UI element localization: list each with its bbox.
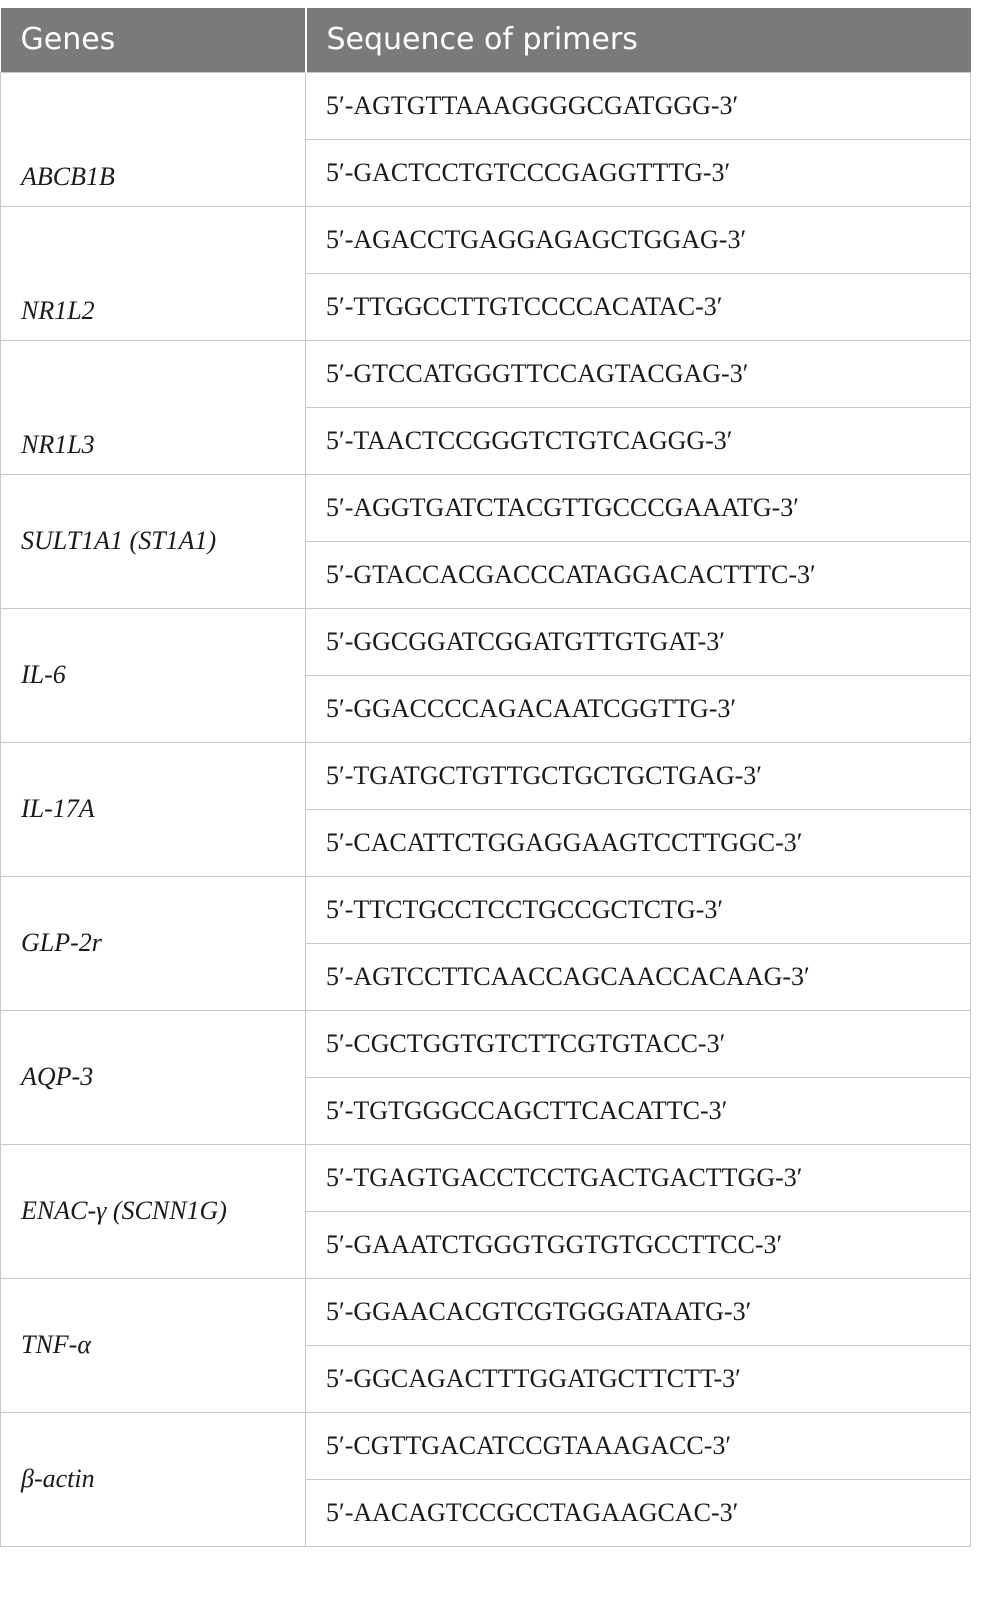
table-row <box>1 474 971 541</box>
gene-name: NR1L3 <box>1 340 306 474</box>
table-row <box>1 206 971 273</box>
table-body <box>1 72 971 1546</box>
gene-name: AQP-3 <box>1 1010 306 1144</box>
gene-name: IL-6 <box>1 608 306 742</box>
gene-name: SULT1A1 (ST1A1) <box>1 474 306 608</box>
header-row <box>1 8 971 72</box>
table-row <box>1 876 971 943</box>
primer-forward: 5′-AGACCTGAGGAGAGCTGGAG-3′ <box>306 206 971 273</box>
primer-reverse: 5′-GGCAGACTTTGGATGCTTCTT-3′ <box>306 1345 971 1412</box>
primer-reverse: 5′-GAAATCTGGGTGGTGTGCCTTCC-3′ <box>306 1211 971 1278</box>
primer-forward: 5′-CGTTGACATCCGTAAAGACC-3′ <box>306 1412 971 1479</box>
primer-table <box>0 8 971 1547</box>
primer-reverse: 5′-GTACCACGACCCATAGGACACTTTC-3′ <box>306 541 971 608</box>
primer-table-container <box>0 8 970 1547</box>
primer-reverse: 5′-TGTGGGCCAGCTTCACATTC-3′ <box>306 1077 971 1144</box>
primer-forward: 5′-CGCTGGTGTCTTCGTGTACC-3′ <box>306 1010 971 1077</box>
table-row <box>1 1144 971 1211</box>
gene-name: β-actin <box>1 1412 306 1546</box>
table-row <box>1 1278 971 1345</box>
primer-reverse: 5′-CACATTCTGGAGGAAGTCCTTGGC-3′ <box>306 809 971 876</box>
table-row <box>1 72 971 139</box>
header-genes: Genes <box>1 8 306 72</box>
gene-name: TNF-α <box>1 1278 306 1412</box>
primer-forward: 5′-AGTGTTAAAGGGGCGATGGG-3′ <box>306 72 971 139</box>
primer-forward: 5′-TGAGTGACCTCCTGACTGACTTGG-3′ <box>306 1144 971 1211</box>
primer-reverse: 5′-TTGGCCTTGTCCCCACATAC-3′ <box>306 273 971 340</box>
primer-forward: 5′-GGCGGATCGGATGTTGTGAT-3′ <box>306 608 971 675</box>
primer-forward: 5′-AGGTGATCTACGTTGCCCGAAATG-3′ <box>306 474 971 541</box>
primer-reverse: 5′-AGTCCTTCAACCAGCAACCACAAG-3′ <box>306 943 971 1010</box>
primer-forward: 5′-TTCTGCCTCCTGCCGCTCTG-3′ <box>306 876 971 943</box>
table-row <box>1 608 971 675</box>
primer-reverse: 5′-GGACCCCAGACAATCGGTTG-3′ <box>306 675 971 742</box>
table-row <box>1 340 971 407</box>
gene-name: NR1L2 <box>1 206 306 340</box>
primer-forward: 5′-GTCCATGGGTTCCAGTACGAG-3′ <box>306 340 971 407</box>
primer-forward: 5′-GGAACACGTCGTGGGATAATG-3′ <box>306 1278 971 1345</box>
gene-name: ENAC-γ (SCNN1G) <box>1 1144 306 1278</box>
table-row <box>1 742 971 809</box>
table-row <box>1 1412 971 1479</box>
gene-name: IL-17A <box>1 742 306 876</box>
primer-reverse: 5′-TAACTCCGGGTCTGTCAGGG-3′ <box>306 407 971 474</box>
primer-reverse: 5′-GACTCCTGTCCCGAGGTTTG-3′ <box>306 139 971 206</box>
gene-name: ABCB1B <box>1 72 306 206</box>
primer-reverse: 5′-AACAGTCCGCCTAGAAGCAC-3′ <box>306 1479 971 1546</box>
primer-forward: 5′-TGATGCTGTTGCTGCTGCTGAG-3′ <box>306 742 971 809</box>
gene-name: GLP-2r <box>1 876 306 1010</box>
table-row <box>1 1010 971 1077</box>
table-header <box>1 8 971 72</box>
header-sequence: Sequence of primers <box>306 8 971 72</box>
